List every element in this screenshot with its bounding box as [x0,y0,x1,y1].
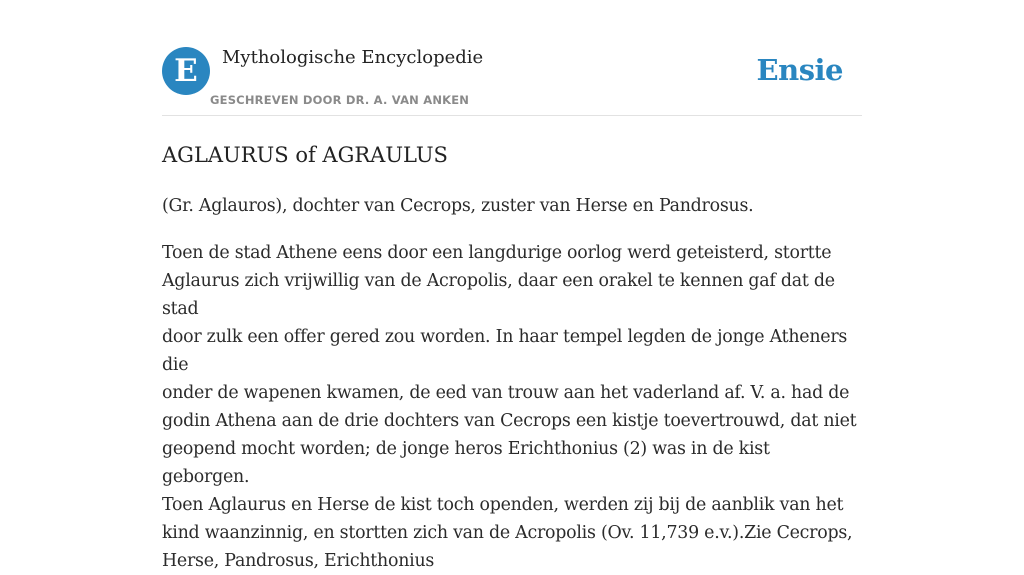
entry-paragraph-body: Toen de stad Athene eens door een langdurige oorlog werd geteisterd, stortte Aglaurus zich vrijwillig van de Acropolis, daar een orakel te kennen gaf dat de stad door zulk een offer gered zou worden. In haar tempel legden de jonge Atheners die onder de wapenen kwamen, de eed van trouw aan het vaderland af. V. a. had de godin Athena aan de drie dochters van Cecrops een kistje toevertrouwd, dat niet geopend mocht worden; de jonge heros Erichthonius (2) was in de kist geborgen. Toen Aglaurus en Herse de kist toch openden, werden zij bij de aanblik van het kind waanzinnig, en stortten zich van de Acropolis (Ov. 11,739 e.v.).Zie Cecrops, Herse, Pandrosus, Erichthonius [162,243,857,571]
ensie-logo-icon[interactable]: E [162,47,210,95]
entry-paragraph-intro: (Gr. Aglauros), dochter van Cecrops, zuster van Herse en Pandrosus. [162,196,754,216]
book-title[interactable]: Mythologische Encyclopedie [222,47,484,68]
page-header [162,46,862,116]
entry-title: AGLAURUS of AGRAULUS [162,143,448,167]
author-line: GESCHREVEN DOOR DR. A. VAN ANKEN [210,93,470,107]
brand-logo[interactable]: Ensie [756,53,843,87]
